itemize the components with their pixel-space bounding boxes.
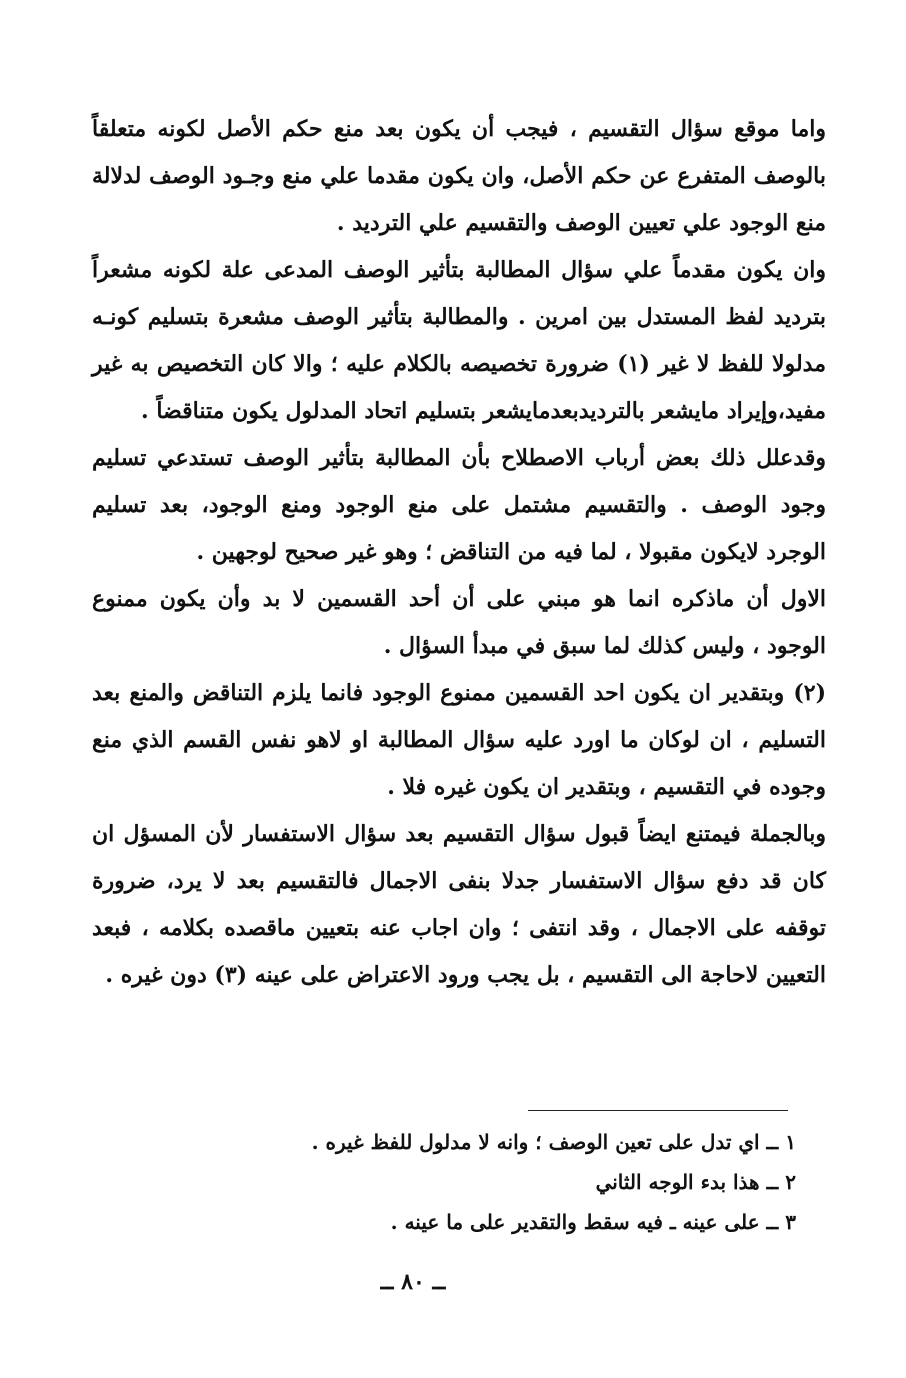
footnote-divider xyxy=(528,1110,788,1111)
footnotes xyxy=(210,1122,796,1242)
paragraph-2: وان يكون مقدماً علي سؤال المطالبة بتأثير الوصف المدعى علة لكونه مشعراً بترديد لفظ المستدل بين امرين . والمطالبة بتأثير الوصف مشعرة بتسليم كونـه مدلولا للفظ لا غير (١) ضرورة تخصيصه بالكلام عليه ؛ والا كان التخصيص به غير مفيد،وإيراد مايشعر بالترديدبعدمايشعر بتسليم اتحاد المدلول يكون متناقضاً . xyxy=(92,257,827,424)
paragraph-4: الاول أن ماذكره انما هو مبني على أن أحد القسمين لا بد وأن يكون ممنوع الوجود ، وليس كذلك لما سبق في مبدأ السؤال . xyxy=(92,586,826,659)
footnote-1: ١ ــ اي تدل على تعين الوصف ؛ وانه لا مدلول للفظ غيره . xyxy=(311,1130,796,1154)
body-text xyxy=(92,106,826,999)
paragraph-6: وبالجملة فيمتنع ايضاً قبول سؤال التقسيم بعد سؤال الاستفسار لأن المسؤل ان كان قد دفع سؤال الاستفسار جدلا بنفى الاجمال فالتقسيم بعد لا يرد، ضرورة توقفه على الاجمال ، وقد انتفى ؛ وان اجاب عنه بتعيين ماقصده بكلامه ، فبعد التعيين لاحاجة الى التقسيم ، بل يجب ورود الاعتراض على عينه (٣) دون غيره . xyxy=(92,821,826,988)
paragraph-1: واما موقع سؤال التقسيم ، فيجب أن يكون بعد منع حكم الأصل لكونه متعلقاً بالوصف المتفرع عن حكم الأصل، وان يكون مقدما علي منع وجـود الوصف لدلالة منع الوجود علي تعيين الوصف والتقسيم علي الترديد . xyxy=(92,116,826,236)
page-number: ــ ٨٠ ــ xyxy=(380,1269,446,1295)
paragraph-3: وقدعلل ذلك بعض أرباب الاصطلاح بأن المطالبة بتأثير الوصف تستدعي تسليم وجود الوصف . والتقسيم مشتمل على منع الوجود ومنع الوجود، بعد تسليم الوجرد لايكون مقبولا ، لما فيه من التناقض ؛ وهو غير صحيح لوجهين . xyxy=(92,445,826,565)
footnote-3: ٣ ــ على عينه ـ فيه سقط والتقدير على ما عينه . xyxy=(390,1210,796,1234)
paragraph-5: (٢) وبتقدير ان يكون احد القسمين ممنوع الوجود فانما يلزم التناقض والمنع بعد التسليم ، ان لوكان ما اورد عليه سؤال المطالبة او لاهو نفس القسم الذي منع وجوده في التقسيم ، وبتقدير ان يكون غيره فلا . xyxy=(92,680,826,800)
footnote-2: ٢ ــ هذا بدء الوجه الثاني xyxy=(595,1170,796,1194)
